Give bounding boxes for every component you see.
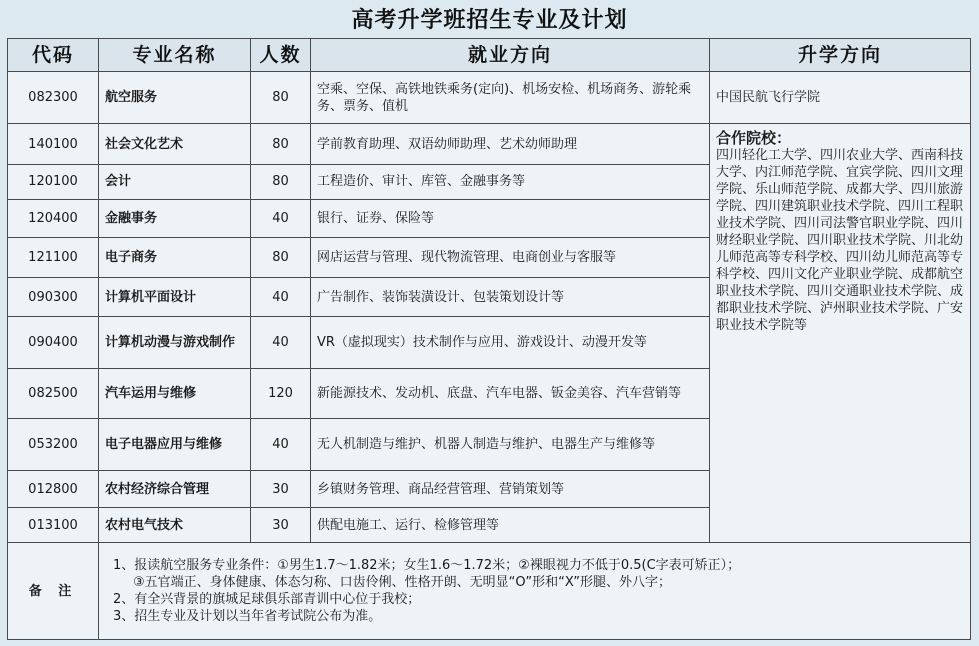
header-further-study: 升学方向	[710, 39, 971, 72]
row-employment: 空乘、空保、高铁地铁乘务(定向)、机场安检、机场商务、游轮乘务、票务、值机	[311, 72, 710, 124]
row-name: 电子电器应用与维修	[99, 418, 251, 470]
row-count: 30	[251, 508, 311, 543]
row-code: 082300	[8, 72, 99, 124]
row-name: 计算机平面设计	[99, 278, 251, 317]
row-count: 40	[251, 278, 311, 317]
note-line-1: 1、报读航空服务专业条件：①男生1.7～1.82米；女生1.6～1.72米；②裸眼视力不低于0.5(C字表可矫正）；	[113, 558, 741, 574]
row-count: 80	[251, 237, 311, 277]
row-code: 090300	[8, 278, 99, 317]
row-name: 计算机动漫与游戏制作	[99, 317, 251, 368]
further-study-first-text: 中国民航飞行学院	[716, 90, 821, 106]
row-employment: 乡镇财务管理、商品经营管理、营销策划等	[311, 471, 710, 508]
row-employment: 广告制作、装饰装潢设计、包装策划设计等	[311, 278, 710, 317]
note-line-2: 2、有全兴背景的旗城足球俱乐部青训中心位于我校；	[113, 592, 421, 608]
page-title: 高考升学班招生专业及计划	[351, 8, 628, 33]
coop-list: 四川轻化工大学、四川农业大学、西南科技大学、内江师范学院、宜宾学院、四川文理学院、乐山师范学院、成都大学、四川旅游学院、四川建筑职业技术学院、四川工程职业技术学院、四川司法警官职业学院、四川财经职业学院、四川职业技术学院、川北幼儿师范高等专科学校、四川幼儿师范高等专科学校、四川文化产业职业学院、成都航空职业技术学院、四川交通职业技术学院、成都职业技术学院、泸州职业技术学院、广安职业技术学院等	[716, 148, 964, 334]
note-line-1b: ③五官端正、身体健康、体态匀称、口齿伶俐、性格开朗、无明显“O”形和“X”形腿、外八字；	[133, 575, 671, 591]
row-name: 农村电气技术	[99, 508, 251, 543]
row-code: 140100	[8, 124, 99, 164]
row-code: 013100	[8, 508, 99, 543]
row-employment: 新能源技术、发动机、底盘、汽车电器、钣金美容、汽车营销等	[311, 368, 710, 418]
further-study-first	[710, 72, 971, 124]
row-name: 金融事务	[99, 199, 251, 237]
row-count: 40	[251, 418, 311, 470]
table-row	[8, 124, 971, 164]
row-count: 80	[251, 124, 311, 164]
table-row	[8, 72, 971, 124]
header-code: 代码	[8, 39, 99, 72]
row-code: 012800	[8, 471, 99, 508]
header-employment: 就业方向	[311, 39, 710, 72]
note-line-3: 3、招生专业及计划以当年省考试院公布为准。	[113, 609, 382, 625]
row-employment: 网店运营与管理、现代物流管理、电商创业与客服等	[311, 237, 710, 277]
notes-label: 备 注	[8, 543, 99, 640]
row-code: 090400	[8, 317, 99, 368]
row-employment: 无人机制造与维护、机器人制造与维护、电器生产与维修等	[311, 418, 710, 470]
row-code: 121100	[8, 237, 99, 277]
row-name: 会计	[99, 164, 251, 199]
coop-title: 合作院校：	[716, 129, 792, 148]
notes-content	[99, 543, 971, 640]
row-name: 汽车运用与维修	[99, 368, 251, 418]
row-code: 120400	[8, 199, 99, 237]
cooperating-schools	[710, 124, 971, 543]
row-name: 社会文化艺术	[99, 124, 251, 164]
row-name: 电子商务	[99, 237, 251, 277]
header-name: 专业名称	[99, 39, 251, 72]
row-employment: 工程造价、审计、库管、金融事务等	[311, 164, 710, 199]
row-name: 农村经济综合管理	[99, 471, 251, 508]
row-code: 082500	[8, 368, 99, 418]
row-count: 40	[251, 199, 311, 237]
row-employment: 银行、证券、保险等	[311, 199, 710, 237]
row-count: 40	[251, 317, 311, 368]
table-header-row	[8, 39, 971, 72]
header-count: 人数	[251, 39, 311, 72]
row-code: 053200	[8, 418, 99, 470]
row-code: 120100	[8, 164, 99, 199]
row-employment: VR（虚拟现实）技术制作与应用、游戏设计、动漫开发等	[311, 317, 710, 368]
row-count: 30	[251, 471, 311, 508]
row-count: 80	[251, 72, 311, 124]
row-count: 80	[251, 164, 311, 199]
row-count: 120	[251, 368, 311, 418]
row-employment: 供配电施工、运行、检修管理等	[311, 508, 710, 543]
row-employment: 学前教育助理、双语幼师助理、艺术幼师助理	[311, 124, 710, 164]
notes-row	[8, 543, 971, 640]
row-name: 航空服务	[99, 72, 251, 124]
enrollment-table	[7, 38, 971, 640]
